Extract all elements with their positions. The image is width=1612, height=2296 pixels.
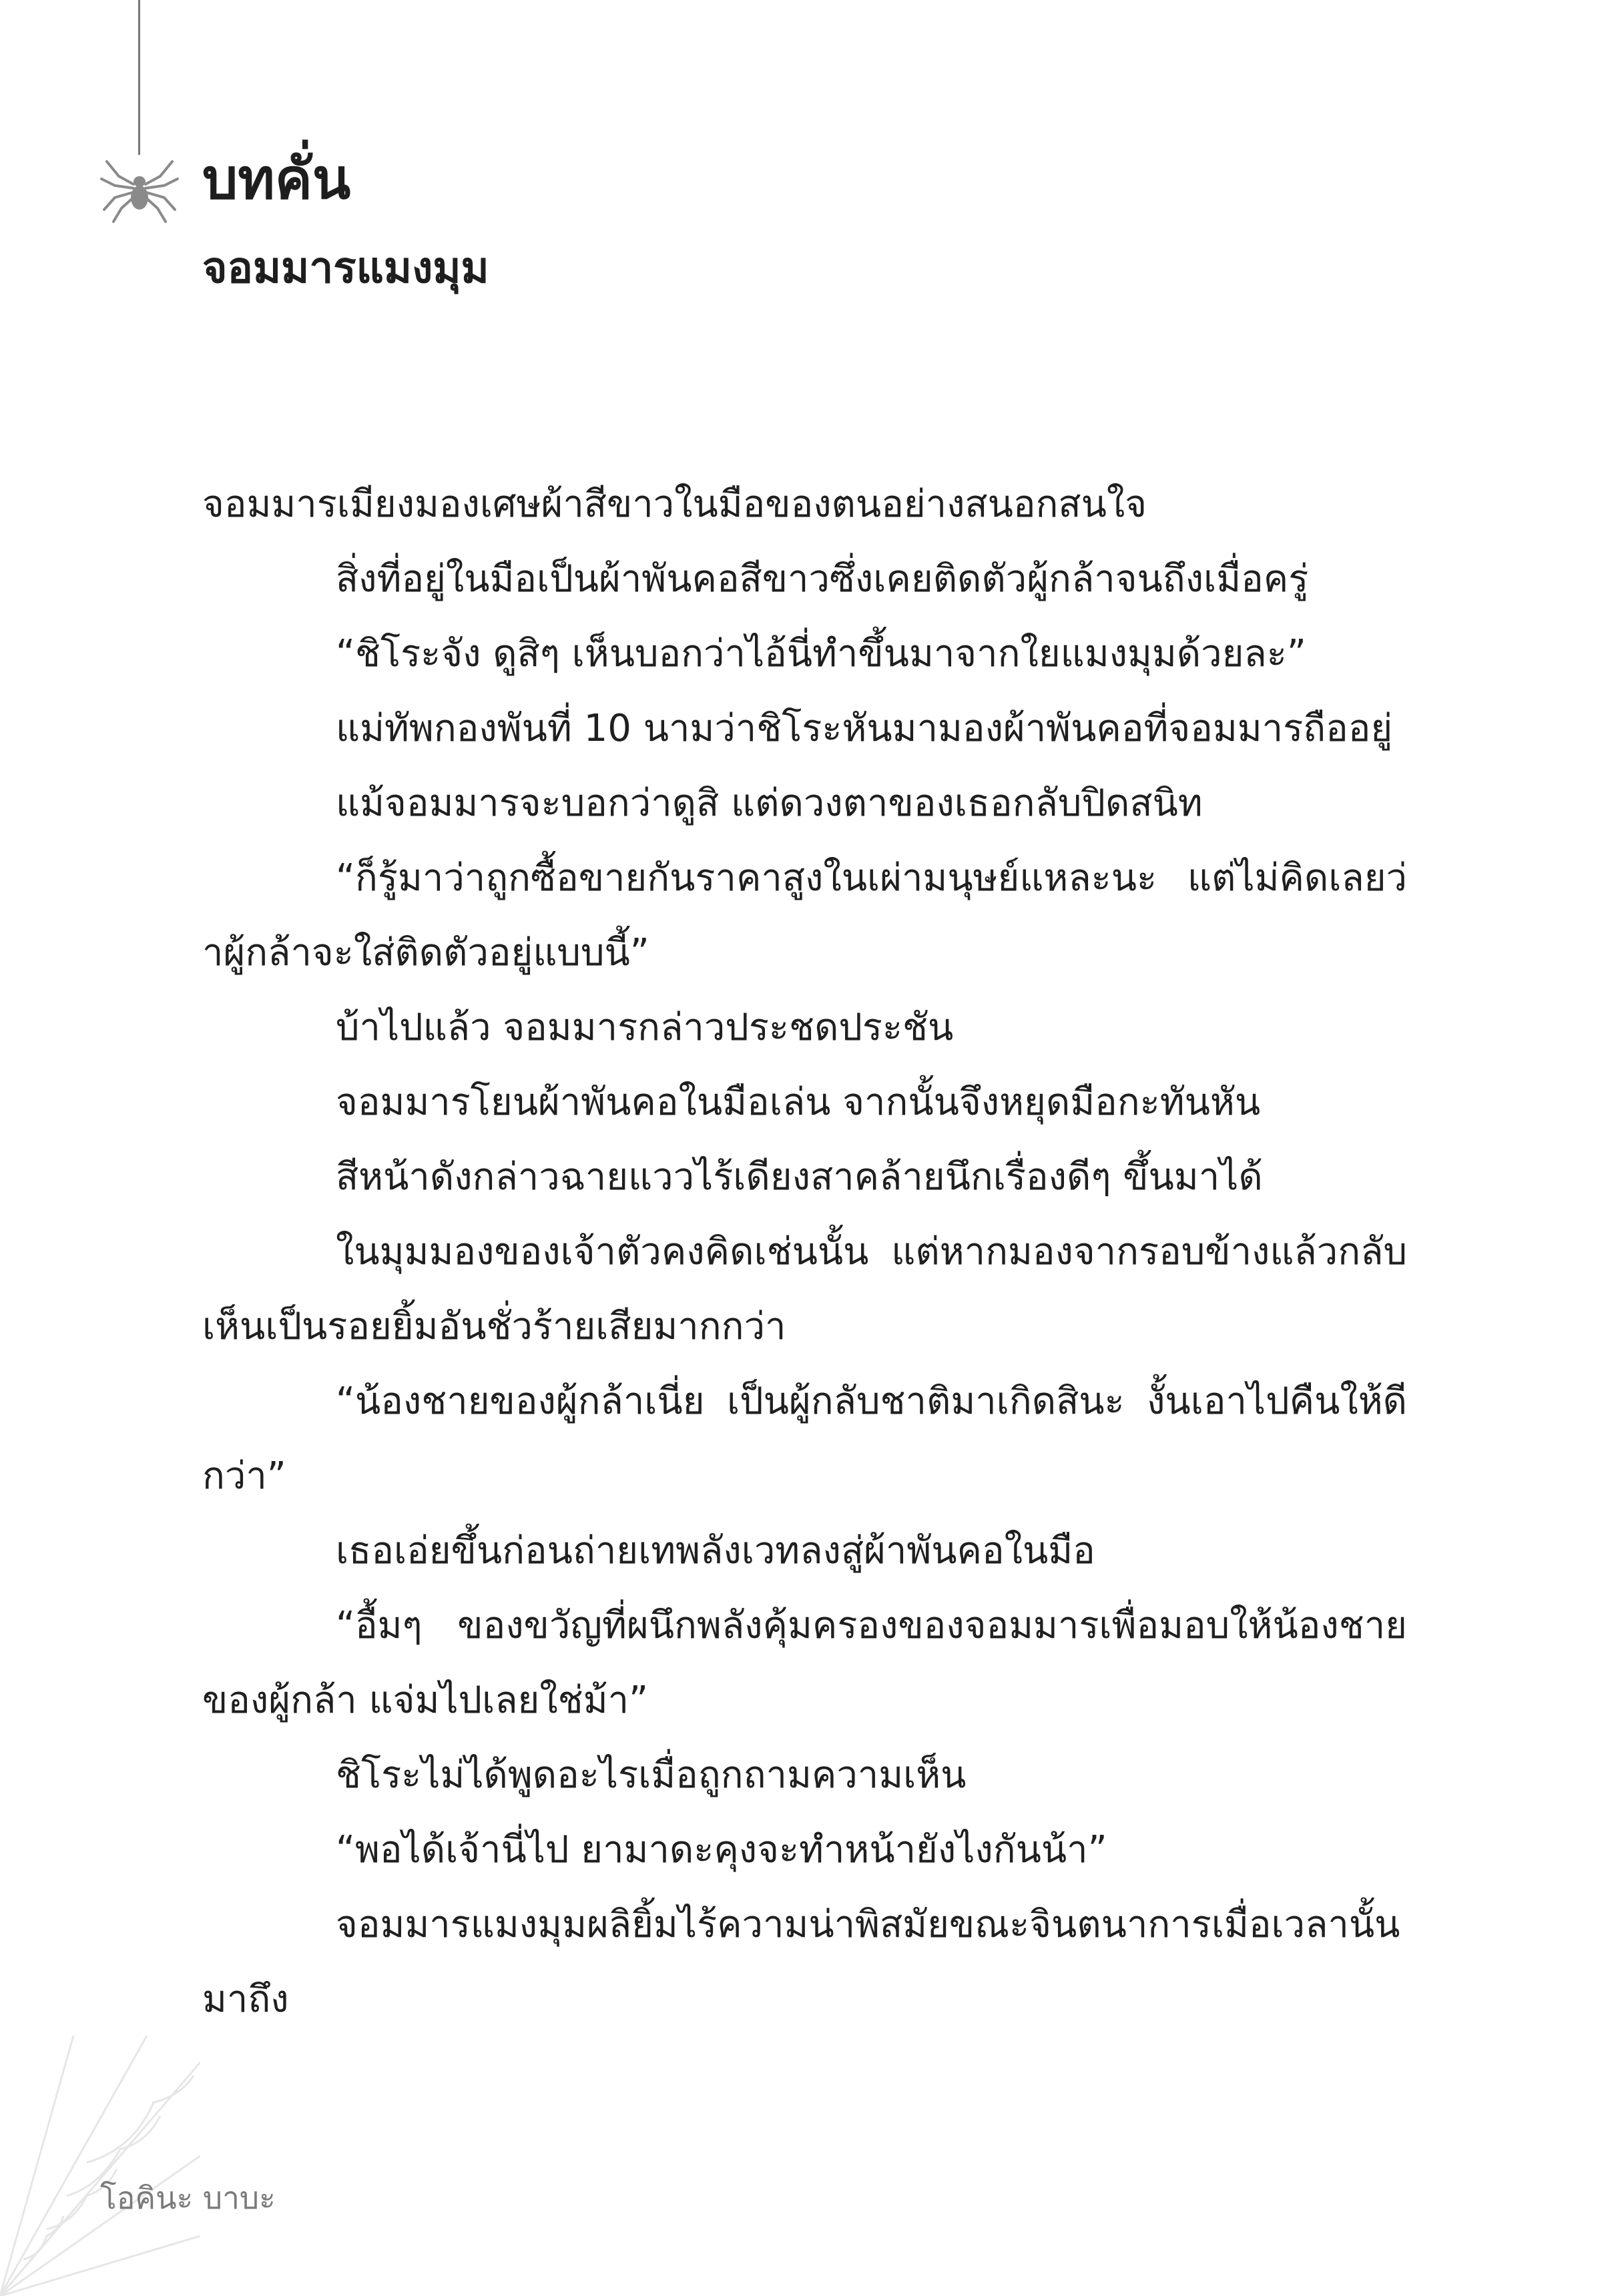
paragraph: บ้าไปแล้ว จอมมารกล่าวประชดประชัน bbox=[336, 1006, 954, 1049]
paragraph: จอมมารโยนผ้าพันคอในมือเล่น จากนั้นจึงหยุดมือกะทันหัน bbox=[336, 1081, 1261, 1124]
chapter-label: บทคั่น bbox=[202, 146, 351, 212]
spider-web-icon bbox=[0, 2036, 200, 2296]
spider-thread bbox=[138, 0, 140, 155]
paragraph: ในมุมมองของเจ้าตัวคงคิดเช่นนั้น แต่หากมองจากรอบข้างแล้วกลับเห็นเป็นรอยยิ้มอันชั่วร้ายเสียมากกว่า bbox=[202, 1230, 1407, 1348]
paragraph: “ชิโระจัง ดูสิๆ เห็นบอกว่าไอ้นี่ทำขึ้นมาจากใยแมงมุมด้วยละ” bbox=[336, 632, 1306, 675]
paragraph: จอมมารแมงมุมผลิยิ้มไร้ความน่าพิสมัยขณะจินตนาการเมื่อเวลานั้นมาถึง bbox=[202, 1903, 1400, 2021]
paragraph: จอมมารเมียงมองเศษผ้าสีขาวในมือของตนอย่างสนอกสนใจ bbox=[202, 483, 1147, 526]
paragraph: สีหน้าดังกล่าวฉายแววไร้เดียงสาคล้ายนึกเรื่องดีๆ ขึ้นมาได้ bbox=[336, 1155, 1263, 1199]
chapter-title: จอมมารแมงมุม bbox=[202, 244, 489, 293]
footer-author: โอคินะ บาบะ bbox=[100, 2180, 276, 2216]
paragraph: “ก็รู้มาว่าถูกซื้อขายกันราคาสูงในเผ่ามนุษย์แหละนะ แต่ไม่คิดเลยว่าผู้กล้าจะใส่ติดตัวอยู่แบบนี้” bbox=[202, 856, 1407, 974]
paragraph: “อื้มๆ ของขวัญที่ผนึกพลังคุ้มครองของจอมมารเพื่อมอบให้น้องชายของผู้กล้า แจ่มไปเลยใช่ม้า” bbox=[202, 1604, 1407, 1722]
paragraph: “น้องชายของผู้กล้าเนี่ย เป็นผู้กลับชาติมาเกิดสินะ งั้นเอาไปคืนให้ดีกว่า” bbox=[202, 1380, 1407, 1498]
paragraph: แม่ทัพกองพันที่ 10 นามว่าชิโระหันมามองผ้าพันคอที่จอมมารถืออยู่ bbox=[336, 707, 1393, 750]
paragraph: แม้จอมมารจะบอกว่าดูสิ แต่ดวงตาของเธอกลับปิดสนิท bbox=[336, 782, 1203, 825]
paragraph: “พอได้เจ้านี่ไป ยามาดะคุงจะทำหน้ายังไงกันน้า” bbox=[336, 1828, 1107, 1872]
paragraph: สิ่งที่อยู่ในมือเป็นผ้าพันคอสีขาวซึ่งเคยติดตัวผู้กล้าจนถึงเมื่อครู่ bbox=[336, 557, 1309, 601]
paragraph: ชิโระไม่ได้พูดอะไรเมื่อถูกถามความเห็น bbox=[336, 1753, 967, 1797]
paragraph: เธอเอ่ยขึ้นก่อนถ่ายเทพลังเวทลงสู่ผ้าพันคอในมือ bbox=[336, 1529, 1095, 1572]
body-text bbox=[202, 467, 1407, 2037]
spider-icon bbox=[99, 150, 180, 224]
